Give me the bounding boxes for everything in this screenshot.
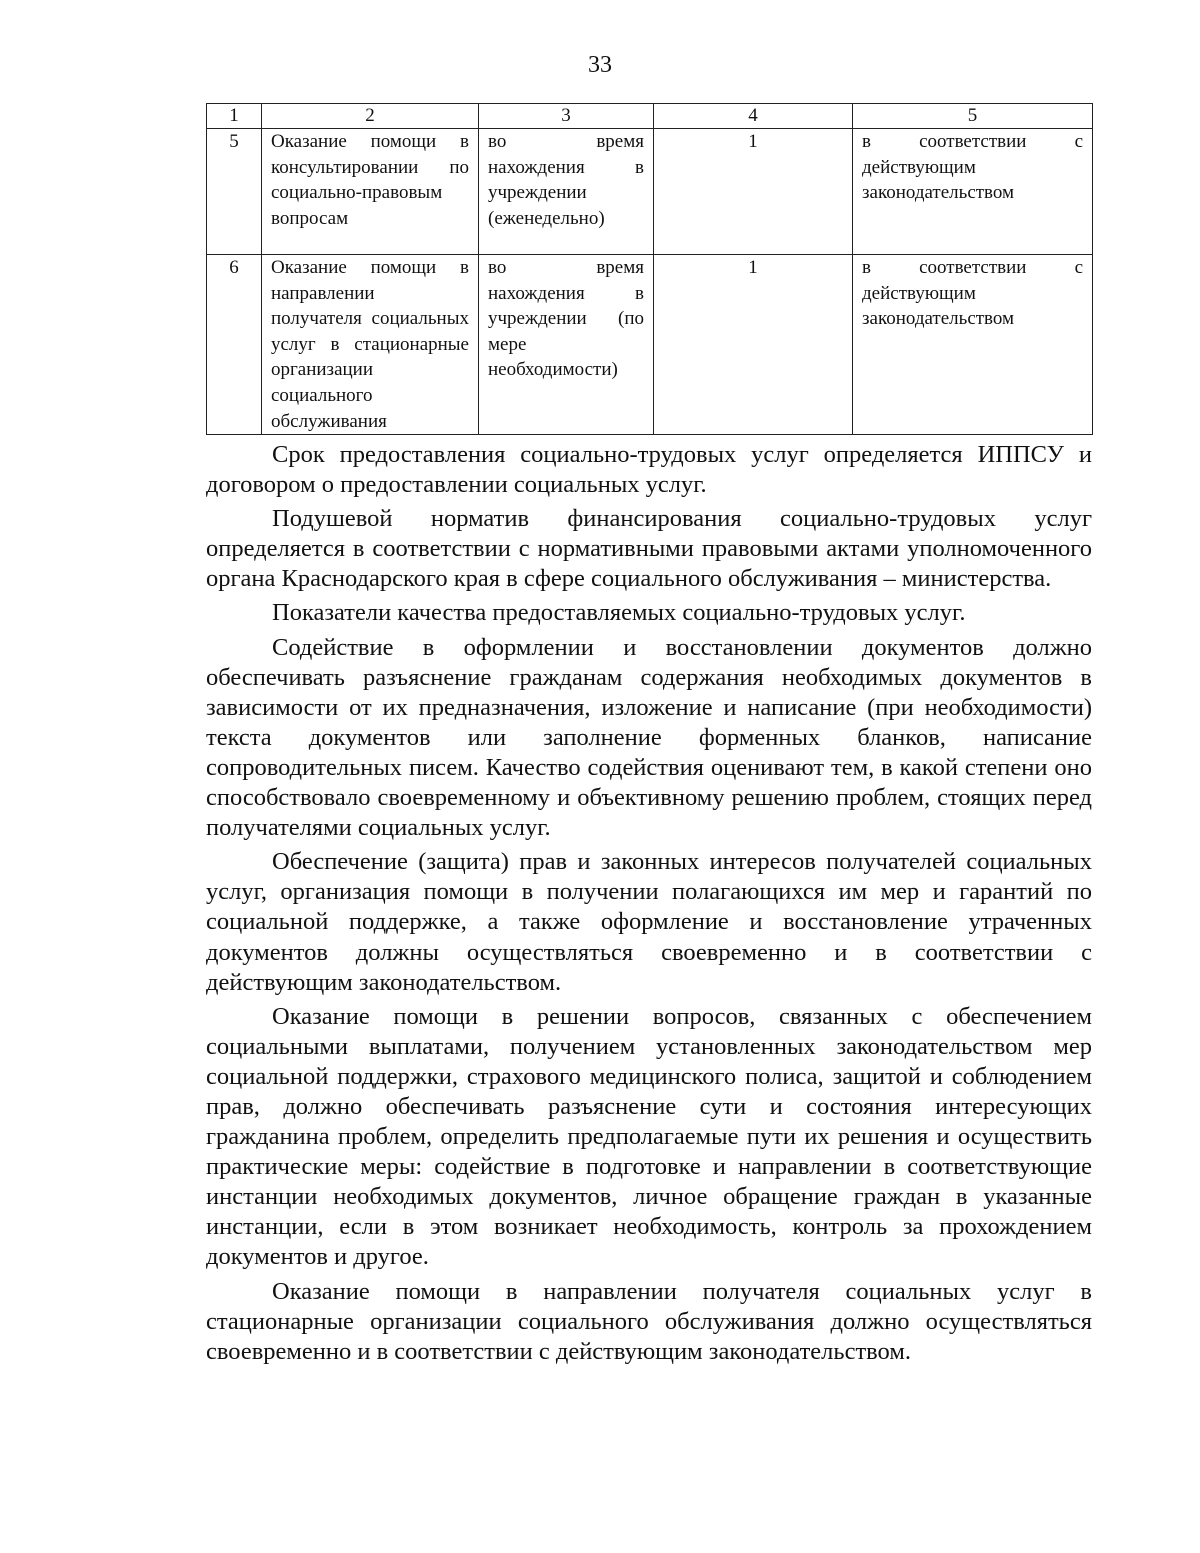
paragraph-rights-protection: Обеспечение (защита) прав и законных интересов получателей социальных услуг, организация помощи в получении полагающихся им мер и гарантий по социальной поддержке, а также оформление и восстановление утраченных документов должны осуществляться своевременно и в соответствии с действующим законодательством.	[206, 848, 1092, 996]
page-number: 33	[588, 52, 612, 78]
table-row	[207, 129, 1093, 255]
service-term: во время нахождения в учреждении (еженедельно)	[479, 129, 654, 255]
table-header-cell: 4	[654, 104, 853, 129]
body-text	[206, 440, 1092, 1371]
service-count: 1	[654, 255, 853, 435]
table-header-cell: 1	[207, 104, 262, 129]
paragraph-inpatient-referral: Оказание помощи в направлении получателя социальных услуг в стационарные организации социального обслуживания должно осуществляться своевременно и в соответствии с действующим законодательством.	[206, 1277, 1092, 1365]
paragraph-term: Срок предоставления социально-трудовых услуг определяется ИППСУ и договором о предоставлении социальных услуг.	[206, 441, 1092, 499]
table-header-cell: 5	[853, 104, 1093, 129]
service-basis: в соответствии с действующим законодательством	[853, 129, 1093, 255]
table-header-cell: 2	[262, 104, 479, 129]
service-name: Оказание помощи в консультировании по социально-правовым вопросам	[262, 129, 479, 255]
services-table	[206, 103, 1093, 435]
table-row	[207, 255, 1093, 435]
paragraph-quality-heading: Показатели качества предоставляемых социально-трудовых услуг.	[272, 599, 966, 627]
service-count: 1	[654, 129, 853, 255]
paragraph-documents: Содействие в оформлении и восстановлении документов должно обеспечивать разъяснение гражданам содержания необходимых документов в зависимости от их предназначения, изложение и написание (при необходимости) текста документов или заполнение форменных бланков, написание сопроводительных писем. Качество содействия оценивают тем, в какой степени оно способствовало своевременному и объективному решению проблем, стоящих перед получателями социальных услуг.	[206, 633, 1092, 842]
paragraph-social-payments: Оказание помощи в решении вопросов, связанных с обеспечением социальными выплатами, получением установленных законодательством мер социальной поддержки, страхового медицинского полиса, защитой и соблюдением прав, должно обеспечивать разъяснение сути и состояния интересующих гражданина проблем, определить предполагаемые пути их решения и осуществить практические меры: содействие в подготовке и направлении в соответствующие инстанции необходимых документов, личное обращение граждан в указанные инстанции, если в этом возникает необходимость, контроль за прохождением документов и другое.	[206, 1002, 1092, 1271]
row-number: 6	[207, 255, 262, 435]
row-number: 5	[207, 129, 262, 255]
paragraph-funding-norm: Подушевой норматив финансирования социально-трудовых услуг определяется в соответствии с нормативными правовыми актами уполномоченного органа Краснодарского края в сфере социального обслуживания – министерства.	[206, 505, 1092, 593]
table-header-row	[207, 104, 1093, 129]
service-name: Оказание помощи в направлении получателя социальных услуг в стационарные организации социального обслуживания	[262, 255, 479, 435]
table-header-cell: 3	[479, 104, 654, 129]
service-term: во время нахождения в учреждении (по мере необходимости)	[479, 255, 654, 435]
service-basis: в соответствии с действующим законодательством	[853, 255, 1093, 435]
